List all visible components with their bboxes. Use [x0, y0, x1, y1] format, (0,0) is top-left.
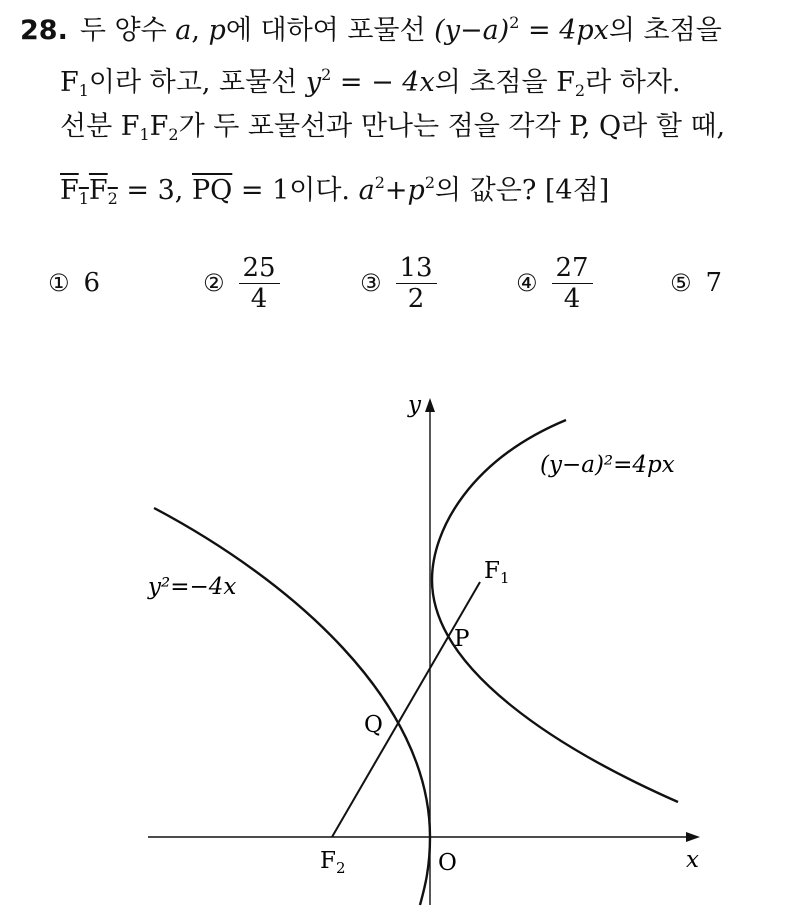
label-f1: $F_1$ [484, 558, 510, 587]
label-f2: $F_2$ [320, 848, 346, 877]
segment-pq: $\overline{PQ}$ [191, 175, 233, 206]
label-q: Q [364, 712, 383, 738]
question-line-3: 선분 $F_1F_2$가 두 포물선과 만나는 점을 각각 P, Q라 할 때, [60, 111, 726, 144]
choice-1[interactable] [48, 248, 100, 318]
question-line-4: $F_1F_2 = 3$, $\overline{PQ} = 1$이다. $a^2+p^2$의 값은? [4점] [60, 173, 610, 208]
choice-4[interactable] [516, 248, 593, 318]
choice-1-mark: ① [48, 269, 70, 297]
label-p: P [454, 626, 470, 652]
answer-choices [48, 248, 768, 318]
question-line-2: $F_1$이라 하고, 포물선 $y^2$ = − 4x의 초점을 $F_2$라 하자. [60, 65, 681, 100]
question-number: 28. [20, 15, 68, 46]
segment-f1f2: $F_1F_2$ [60, 175, 118, 208]
equation-right-parabola: (y−a) [434, 15, 510, 46]
label-right-parabola: (y−a)²=4px [540, 452, 675, 478]
parabola-graph [0, 380, 800, 908]
label-origin: O [438, 850, 457, 876]
choice-1-value: 6 [83, 268, 101, 298]
choice-5-value: 7 [705, 268, 723, 298]
choice-3-fraction: $\frac{13}{2}$ [396, 253, 437, 314]
x-axis-arrow [686, 832, 700, 842]
choice-4-fraction: $\frac{27}{4}$ [552, 253, 593, 314]
choice-2-mark: ② [203, 269, 225, 297]
left-parabola-curve [154, 508, 430, 905]
label-left-parabola: y²=−4x [148, 574, 237, 600]
label-x-axis: x [686, 847, 699, 873]
choice-2[interactable] [203, 248, 280, 318]
question-line-1: 28. 두 양수 a, p에 대하여 포물선 $(y-a)^2 = 4px$의 초점을 [20, 13, 722, 46]
equation-left-parabola: y [305, 67, 322, 98]
label-y-axis: y [408, 392, 421, 418]
choice-5[interactable] [670, 248, 722, 318]
choice-2-fraction: $\frac{25}{4}$ [239, 253, 280, 314]
choice-3[interactable] [360, 248, 437, 318]
choice-3-mark: ③ [360, 269, 382, 297]
y-axis-arrow [425, 398, 435, 412]
choice-5-mark: ⑤ [670, 269, 692, 297]
choice-4-mark: ④ [516, 269, 538, 297]
segment-f2-f1 [332, 582, 480, 837]
